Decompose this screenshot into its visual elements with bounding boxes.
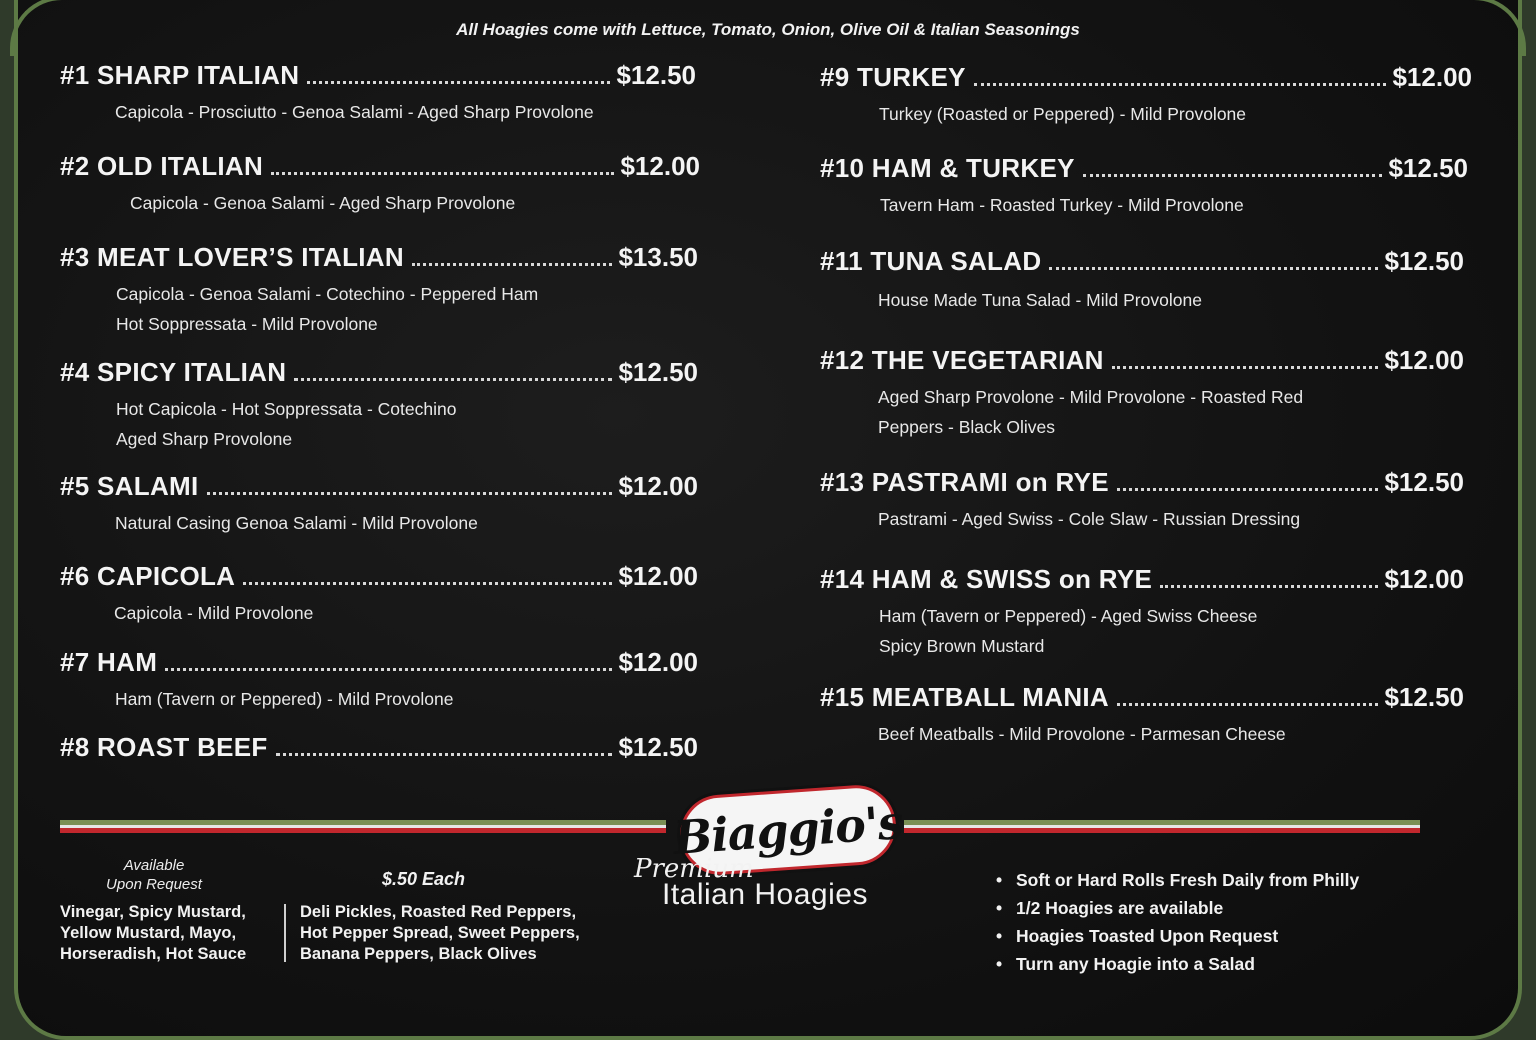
item-desc: Capicola - Genoa Salami - Cotechino - Peppered Ham: [116, 284, 539, 304]
item-desc: House Made Tuna Salad - Mild Provolone: [878, 290, 1202, 310]
menu-item-12: [820, 345, 1464, 442]
item-price: $12.50: [618, 732, 698, 762]
menu-item-7: [60, 647, 698, 714]
item-name: #6 CAPICOLA: [60, 561, 236, 591]
menu-item-1: [60, 60, 696, 127]
leader-dots: [207, 491, 613, 495]
bullet-text: Hoagies Toasted Upon Request: [1016, 926, 1279, 946]
leader-dots: [1112, 365, 1379, 369]
item-price: $12.50: [1384, 682, 1464, 712]
item-name: #1 SHARP ITALIAN: [60, 60, 300, 90]
menu-item-10: [820, 153, 1468, 220]
item-desc: Natural Casing Genoa Salami - Mild Provolone: [115, 513, 478, 533]
bullet-item: [996, 950, 1359, 978]
leader-dots: [412, 262, 613, 266]
item-price: $12.00: [620, 151, 700, 181]
available-label: [92, 856, 216, 894]
leader-dots: [974, 82, 1387, 86]
available-label-line: Upon Request: [106, 876, 202, 893]
leader-dots: [307, 80, 610, 84]
bullet-item: [996, 922, 1359, 950]
item-price: $13.50: [618, 242, 698, 272]
leader-dots: [1117, 702, 1378, 706]
bullet-text: 1/2 Hoagies are available: [1016, 898, 1224, 918]
item-desc: Ham (Tavern or Peppered) - Mild Provolone: [115, 689, 454, 709]
item-price: $12.00: [1384, 345, 1464, 375]
available-item: Horseradish, Hot Sauce: [60, 945, 247, 963]
menu-item-5: [60, 471, 698, 538]
premium-label: Premium: [634, 854, 754, 884]
item-desc: Capicola - Genoa Salami - Aged Sharp Provolone: [130, 193, 516, 213]
available-label-line: Available: [123, 857, 185, 874]
menu-item-15: [820, 682, 1464, 749]
brand-name: Biaggio's: [671, 795, 905, 865]
extras-list: [300, 902, 630, 965]
brand-subtitle: Italian Hoagies: [662, 878, 868, 911]
menu-item-4: [60, 357, 698, 454]
item-desc: Beef Meatballs - Mild Provolone - Parmesan Cheese: [878, 724, 1286, 744]
item-desc: Aged Sharp Provolone: [116, 429, 293, 449]
item-desc: Spicy Brown Mustard: [879, 636, 1045, 656]
bullet-text: Soft or Hard Rolls Fresh Daily from Philly: [1016, 870, 1360, 890]
menu-item-13: [820, 467, 1464, 534]
item-price: $12.00: [618, 647, 698, 677]
item-name: #9 TURKEY: [820, 62, 966, 92]
extras-item: Hot Pepper Spread, Sweet Peppers,: [300, 924, 580, 942]
item-price: $12.00: [1384, 564, 1464, 594]
item-name: #15 MEATBALL MANIA: [820, 682, 1110, 712]
menu-item-2: [60, 151, 700, 218]
item-price: $12.50: [1384, 246, 1464, 276]
item-name: #14 HAM & SWISS on RYE: [820, 564, 1153, 594]
bullet-dot-icon: •: [996, 870, 1003, 890]
leader-dots: [271, 171, 614, 175]
available-list: [60, 902, 285, 965]
item-name: #8 ROAST BEEF: [60, 732, 268, 762]
item-price: $12.50: [618, 357, 698, 387]
leader-dots: [1049, 266, 1378, 270]
item-name: #10 HAM & TURKEY: [820, 153, 1075, 183]
bullet-item: [996, 866, 1359, 894]
leader-dots: [243, 581, 612, 585]
stripe-right: [904, 820, 1420, 834]
extras-label: $.50 Each: [382, 869, 466, 889]
item-price: $12.00: [618, 561, 698, 591]
leader-dots: [165, 667, 612, 671]
leader-dots: [1117, 487, 1379, 491]
header-note: All Hoagies come with Lettuce, Tomato, Onion, Olive Oil & Italian Seasonings: [456, 20, 1080, 39]
item-price: $12.00: [1392, 62, 1472, 92]
leader-dots: [276, 752, 613, 756]
available-item: Yellow Mustard, Mayo,: [60, 924, 237, 942]
extras-item: Deli Pickles, Roasted Red Peppers,: [300, 903, 577, 921]
item-desc: Hot Soppressata - Mild Provolone: [116, 314, 378, 334]
item-price: $12.00: [618, 471, 698, 501]
bullet-dot-icon: •: [996, 898, 1003, 918]
menu-item-11: [820, 246, 1464, 315]
item-name: #11 TUNA SALAD: [820, 246, 1042, 276]
leader-dots: [1160, 584, 1378, 588]
leader-dots: [1083, 173, 1383, 177]
menu-item-3: [60, 242, 698, 339]
item-desc: Hot Capicola - Hot Soppressata - Cotechino: [116, 399, 457, 419]
menu-item-9: [820, 62, 1472, 129]
item-name: #7 HAM: [60, 647, 158, 677]
item-price: $12.50: [616, 60, 696, 90]
item-name: #4 SPICY ITALIAN: [60, 357, 287, 387]
bullet-dot-icon: •: [996, 954, 1003, 974]
extras-item: Banana Peppers, Black Olives: [300, 945, 537, 963]
item-desc: Capicola - Prosciutto - Genoa Salami - Aged Sharp Provolone: [115, 102, 594, 122]
available-item: Vinegar, Spicy Mustard,: [60, 903, 246, 921]
bullet-dot-icon: •: [996, 926, 1003, 946]
item-name: #12 THE VEGETARIAN: [820, 345, 1104, 375]
item-name: #5 SALAMI: [60, 471, 199, 501]
item-price: $12.50: [1384, 467, 1464, 497]
item-desc: Ham (Tavern or Peppered) - Aged Swiss Cheese: [879, 606, 1258, 626]
stripe-left: [60, 820, 666, 834]
item-price: $12.50: [1388, 153, 1468, 183]
item-name: #13 PASTRAMI on RYE: [820, 467, 1109, 497]
menu-item-8: [60, 732, 698, 763]
menu-item-14: [820, 564, 1464, 661]
bullet-item: [996, 894, 1359, 922]
item-name: #3 MEAT LOVER’S ITALIAN: [60, 242, 404, 272]
item-desc: Pastrami - Aged Swiss - Cole Slaw - Russian Dressing: [878, 509, 1301, 529]
info-bullets: [996, 866, 1359, 978]
item-desc: Tavern Ham - Roasted Turkey - Mild Provolone: [880, 195, 1244, 215]
bullet-text: Turn any Hoagie into a Salad: [1016, 954, 1255, 974]
column-divider: [284, 904, 286, 962]
item-desc: Turkey (Roasted or Peppered) - Mild Provolone: [879, 104, 1247, 124]
item-name: #2 OLD ITALIAN: [60, 151, 264, 181]
menu-item-6: [60, 561, 698, 628]
item-desc: Aged Sharp Provolone - Mild Provolone - Roasted Red: [878, 387, 1304, 407]
leader-dots: [294, 377, 612, 381]
item-desc: Peppers - Black Olives: [878, 417, 1056, 437]
item-desc: Capicola - Mild Provolone: [114, 603, 314, 623]
